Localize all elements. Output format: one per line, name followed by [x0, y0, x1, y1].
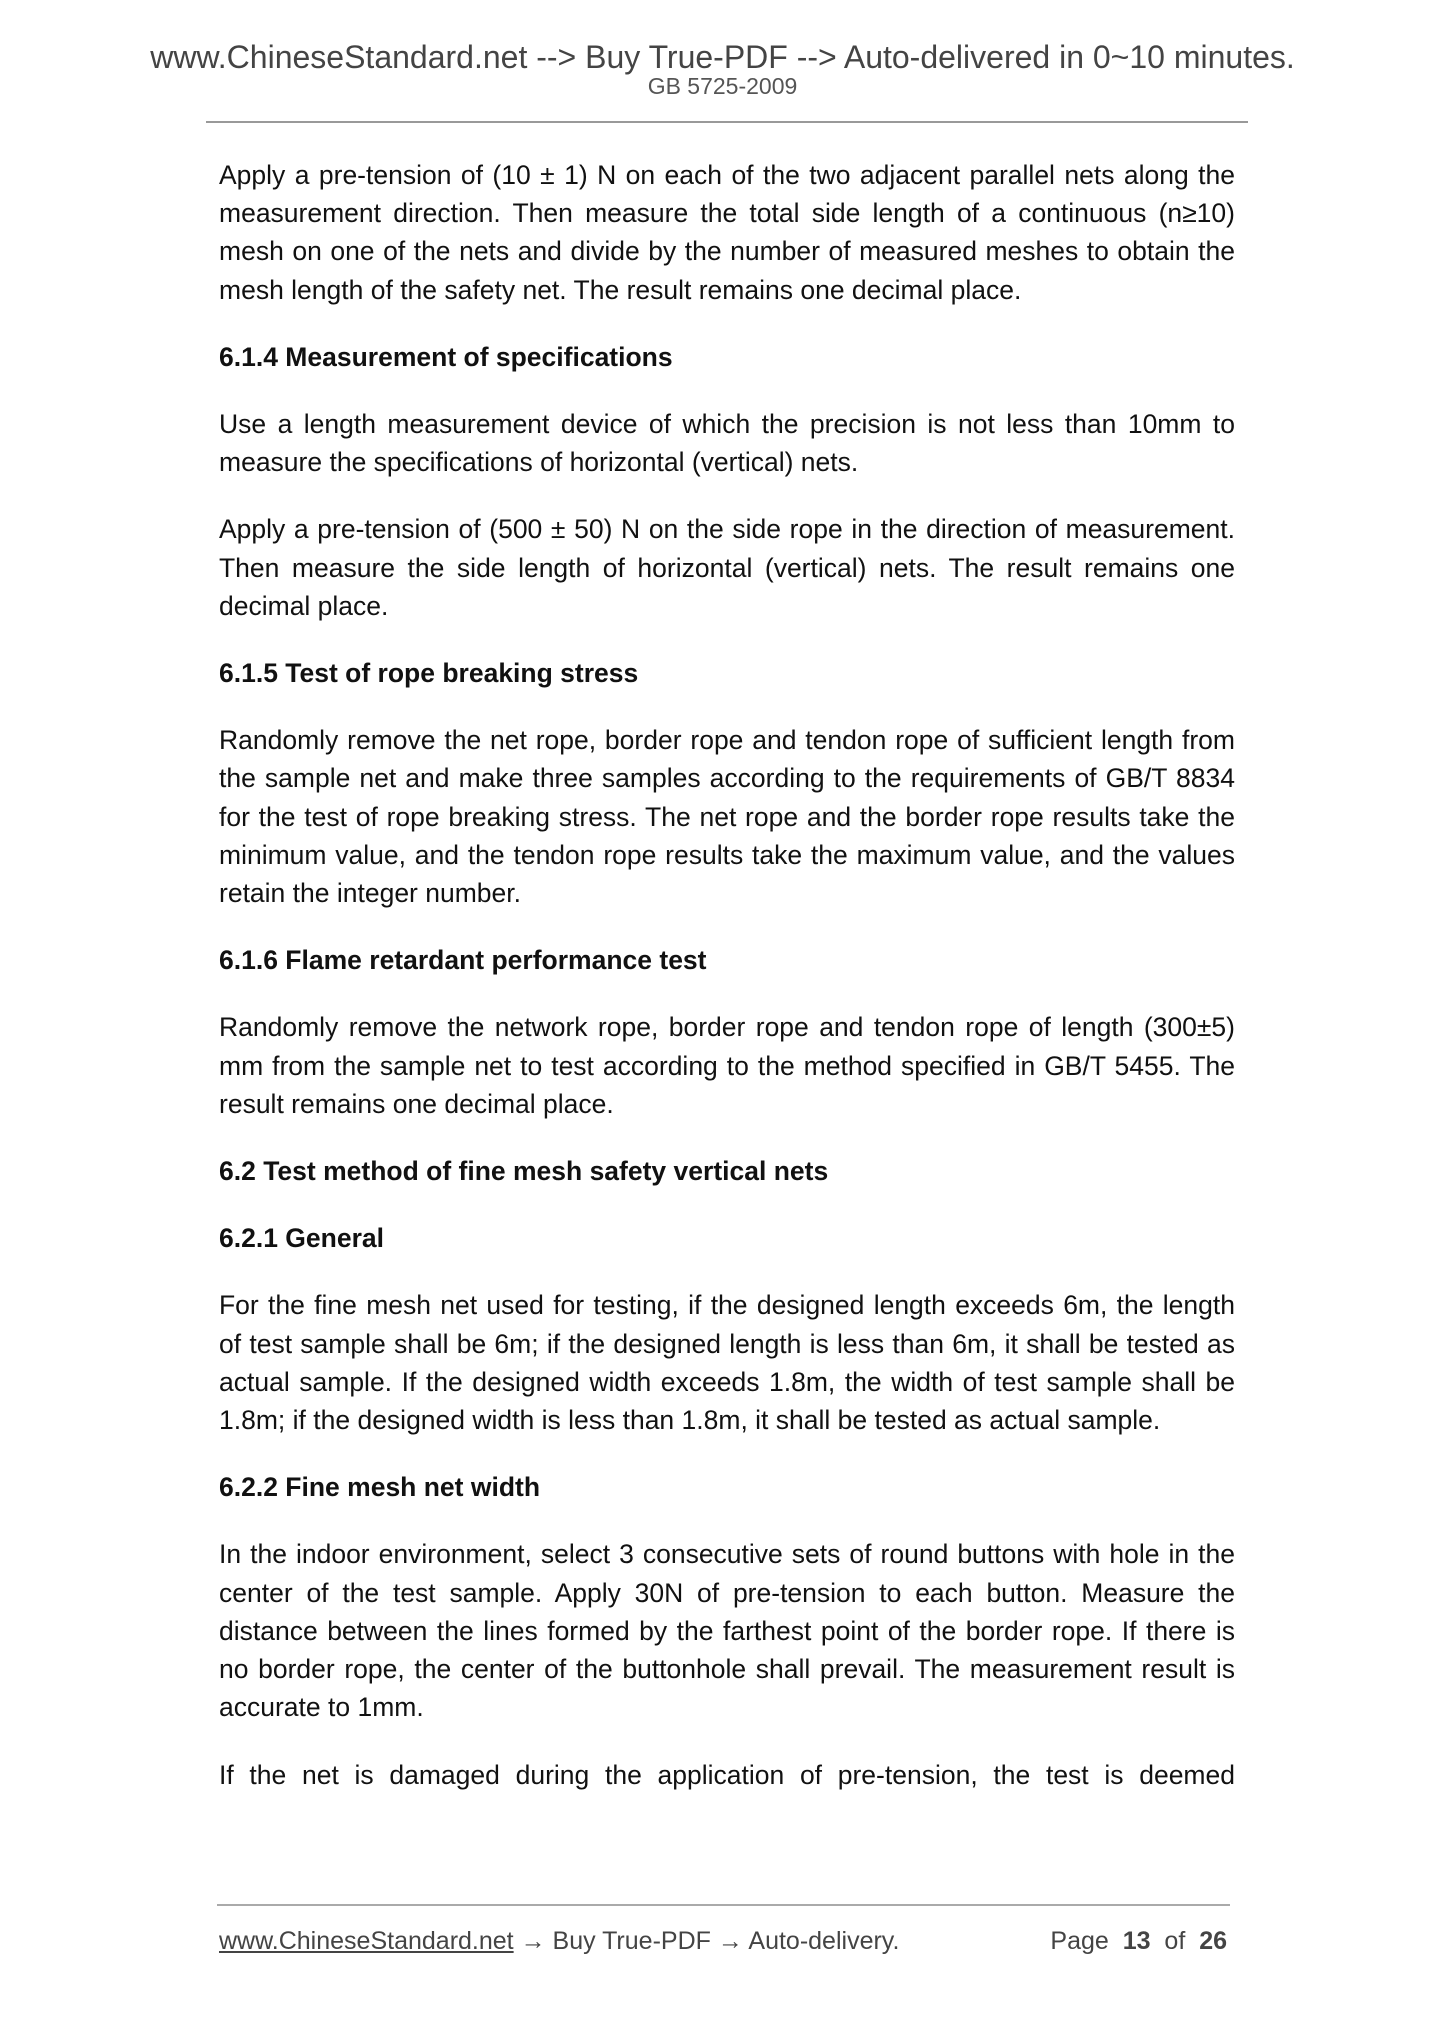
page-label: Page [1050, 1927, 1109, 1955]
paragraph: Use a length measurement device of which the precision is not less than 10mm to measure the specifications of horizontal (vertical) nets. [219, 409, 1235, 478]
section-heading: 6.2.1 General [219, 1223, 384, 1254]
total-pages: 26 [1199, 1927, 1227, 1955]
header-divider [206, 121, 1248, 123]
paragraph: Randomly remove the network rope, border rope and tendon rope of length (300±5) mm from the sample net to test according to the method specified in GB/T 5455. The result remains one decimal place. [219, 1012, 1235, 1119]
paragraph: In the indoor environment, select 3 consecutive sets of round buttons with hole in the center of the test sample. Apply 30N of pre-tension to each button. Measure the distance between the lines formed by the farthest point of the border rope. If there is no border rope, the center of the buttonhole shall prevail. The measurement result is accurate to 1mm. [219, 1539, 1235, 1723]
current-page: 13 [1122, 1927, 1151, 1955]
section-heading: 6.2 Test method of fine mesh safety vertical nets [219, 1156, 829, 1187]
footer-link[interactable]: www.ChineseStandard.net [219, 1927, 514, 1955]
paragraph: Randomly remove the net rope, border rope and tendon rope of sufficient length from the sample net and make three samples according to the requirements of GB/T 8834 for the test of rope breaking stress. The net rope and the border rope results take the minimum value, and the tendon rope results take the maximum value, and the values retain the integer number. [219, 725, 1235, 909]
section-heading: 6.1.5 Test of rope breaking stress [219, 658, 639, 689]
section-heading: 6.1.6 Flame retardant performance test [219, 945, 707, 976]
section-heading: 6.1.4 Measurement of specifications [219, 341, 673, 372]
of-label: of [1164, 1927, 1186, 1955]
header-title: www.ChineseStandard.net --> Buy True-PDF --> Auto-delivered in 0~10 minutes. [150, 39, 1295, 75]
paragraph: For the fine mesh net used for testing, if the designed length exceeds 6m, the length of test sample shall be 6m; if the designed length is less than 6m, it shall be tested as actual sample. If the designed width exceeds 1.8m, the width of test sample shall be 1.8m; if the designed width is less than 1.8m, it shall be tested as actual sample. [219, 1290, 1235, 1436]
section-heading: 6.2.2 Fine mesh net width [219, 1472, 541, 1503]
paragraph: If the net is damaged during the application of pre-tension, the test is deemed [219, 1759, 1235, 1790]
document-code: GB 5725-2009 [647, 73, 798, 99]
paragraph: Apply a pre-tension of (10 ± 1) N on each of the two adjacent parallel nets along the measurement direction. Then measure the total side length of a continuous (n≥10) mesh on one of the nets and divide by the number of measured meshes to obtain the mesh length of the safety net. The result remains one decimal place. [219, 160, 1235, 305]
footer-text: → Buy True-PDF → Auto-delivery. [513, 1927, 900, 1955]
page-number [1050, 1926, 1227, 1956]
document-body [219, 156, 1235, 1823]
paragraph: Apply a pre-tension of (500 ± 50) N on the side rope in the direction of measurement. Then measure the side length of horizontal (vertical) nets. The result remains one decimal place. [219, 514, 1235, 621]
footer-divider [217, 1904, 1230, 1906]
footer [219, 1926, 1227, 1956]
